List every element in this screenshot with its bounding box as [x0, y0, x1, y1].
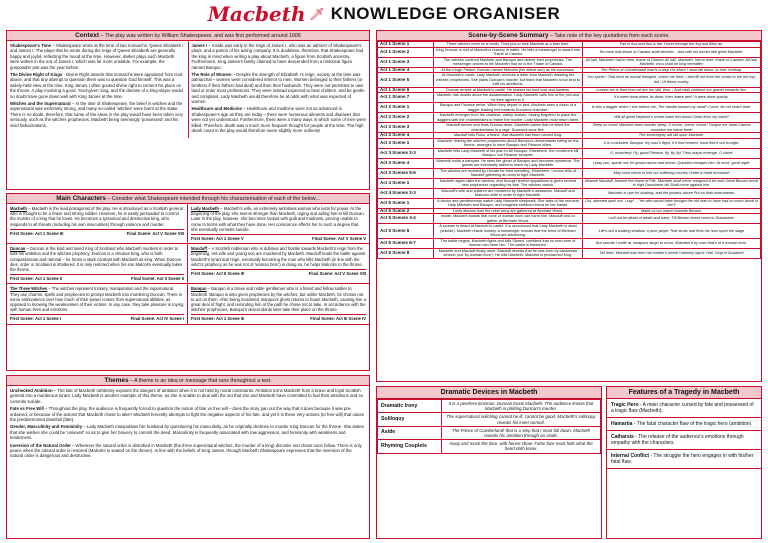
- character-scenes: [10, 229, 184, 236]
- quote-cell: All hail, Macbeth! hail to thee, thane of Glamis! All hail, Macbeth, hail to thee, thane of Cawdor! All hail, Macbeth, thou shalt be king hereafter!: [583, 57, 761, 67]
- table-row: [378, 413, 601, 426]
- act-scene-cell: Act 3 Scene 4: [378, 158, 434, 168]
- context-paragraph-text: - Divine Right asserts that monarchs were appointed from God above, and that any attempt to question them was to question God himself. This was a widely-held view at the time. King James I often quoted divine right to cement his place on the throne. A play involving a good, 'God-given' king, and the demise of a king-slayer would no doubt have gone down well with King James at the time.: [10, 72, 183, 99]
- quote-cell: Out, damned spot! out, I say! ... Yet who would have thought the old man to have had so much blood in him?: [583, 198, 761, 208]
- act-scene-cell: Act 3 Scenes 5-6: [378, 168, 434, 178]
- device-term: Rhyming Couplets: [378, 440, 442, 453]
- act-scene-cell: Act 5 Scene 1: [378, 198, 434, 208]
- event-cell: Duncan arrives at Macbeth's castle. He praises his kind host and hostess.: [434, 87, 583, 93]
- context-paragraph-title: Healthcare and Medicine: [191, 106, 242, 112]
- context-paragraph-title: The Divine Right of Kings: [10, 72, 63, 78]
- feature-term: Hamartia: [611, 421, 633, 427]
- feature-text: - The release of the audience's emotions through empathy with the characters.: [611, 434, 744, 446]
- event-cell: Macduff arrives and finds Duncan dead. Macbeth claims that he killed the chamberlains in a rage. Duncan's sons flee.: [434, 123, 583, 133]
- feature-text: - The struggle the hero engages in with his/her fatal flaw.: [611, 453, 754, 465]
- act-scene-cell: Act 2 Scene 4: [378, 133, 434, 139]
- context-paragraph: [10, 43, 185, 70]
- event-cell: The witches confront Macbeth and Banquo and deliver their prophecies. The messenger arrives to tell Macbeth that he is the Thane of Cawdor.: [434, 57, 583, 67]
- character-name: Duncan: [10, 246, 26, 252]
- themes-body: [7, 386, 369, 463]
- event-cell: Macbeth holds a banquet. He sees the ghost of Banquo and becomes hysterical. The guests are eventually asked to leave by Lady Macbeth.: [434, 158, 583, 168]
- character-text: – Banquo is a brave and noble gentleman who is a friend and fellow soldier to Macbeth. Banquo is also given prophecies by the witches, but unlike Macbeth, he choses not to act on them. After being murdered, Banquo's ghost returns to haunt Macbeth, causing him a great deal of fright, and reminding him of the path he chose not to take. In accordance with the witches' prophecies, Banquo's descendants later take their place on the throne.: [191, 286, 366, 313]
- devices-heading: Dramatic Devices in Macbeth: [377, 387, 601, 399]
- theme-title: Inversion of the Natural Order: [10, 442, 71, 448]
- tragedy-features-section: [606, 386, 762, 539]
- quote-cell: I pray you, speak not; he grows worse and worse; Question enrages him. At once, good night.: [583, 158, 761, 168]
- final-scene: Final Scene: Act V Scene V: [312, 236, 366, 242]
- character-name: Lady Macbeth: [191, 206, 219, 211]
- act-scene-cell: Act 5 Scene 5: [378, 224, 434, 239]
- character-text: – The witches represent trickery, manipulation and the supernatural. They use charms, spells and prophecies to prompt Macbeth into murdering Duncan. There is some ambivalence over how much of their power comes from supernatural abilities, as opposed to knowing the weaknesses of their victims. In any case, they take pleasure in toying with human lives and emotions.: [10, 286, 184, 313]
- scene-summary-section: [376, 30, 762, 382]
- context-paragraph-title: The Role of Women: [191, 72, 232, 78]
- character-card: [7, 244, 188, 284]
- table-row: [378, 148, 761, 158]
- device-example: It is a peerless kinsman. Duncan trusts Macbeth. The audience knows that Macbeth is plotting Duncan's murder.: [442, 400, 601, 413]
- event-cell: Macbeth has doubts about the assassination. Lady Macbeth calls him of the plot and he then agrees to it.: [434, 93, 583, 103]
- first-scene: First Scene: Act 1 Scene III: [191, 316, 245, 322]
- event-cell: Macduff tells Ross, a thane, that Macbeth has been named king.: [434, 133, 583, 139]
- table-row: [378, 158, 761, 168]
- character-scenes: [191, 234, 366, 241]
- act-scene-cell: Act 1 Scene 2: [378, 47, 434, 57]
- character-name: Macbeth: [10, 206, 27, 211]
- device-term: Soliloquy: [378, 413, 442, 426]
- quote-cell: Lonnox we to thee how we are too still, thou, / And shall continue our graces towards him.: [583, 87, 761, 93]
- character-text: – A Scottish nobleman who is dubious and hostile towards Macbeth's reign from the beginning. His wife and young son are murdered by Macbeth. Macduff leads the battle against Macbeth's tyrannical reign, eventually becoming the man who kills Macbeth (in line with the witch's prophecy as he was not of 'woman born') in doing so, he helps Malcolm to the throne.: [191, 246, 366, 267]
- context-paragraph-title: Witches and the Supernatural: [10, 101, 71, 107]
- table-row: [378, 47, 761, 57]
- theme-text: – The tale of Macbeth ruthlessly exposes the dangers of ambition when it is not held by moral constraints. Ambition turns Macbeth from a brave and loyal Scottish general into a murderous tyrant. Lady Macbeth is another example of this theme, as she is unable to deal with the act that she and Macbeth have committed to fuel their ambitions and so commits suicide.: [10, 388, 364, 404]
- act-scene-cell: Act 2 Scene 3: [378, 123, 434, 133]
- quote-cell: But swords I smile at, weapons laugh to scorn, Brandish'd by man that's of a woman born.: [583, 238, 761, 248]
- first-scene: First Scene: Act 1 Scene I: [10, 316, 62, 322]
- event-cell: A doctor and gentlewoman watch Lady Macbeth sleepwalk. She talks of the murders Lady Macbeth and Banquo, and imagines stubborn blood on her hands.: [434, 198, 583, 208]
- characters-heading: Main Characters – Consider what Shakespeare intended through his characterisation of each of the below...: [7, 194, 369, 204]
- character-text: – Macbeth is the lead protagonist of the play. He is introduced as a Scottish general who is thought to be a brave and strong soldier. However, he is easily persuaded to commit the murder of a king that he loves. He becomes a tyrannical and destructive king, who responds to all threats (including his own insecurities) through violence and murder.: [10, 206, 183, 227]
- context-paragraph: [192, 72, 367, 104]
- context-paragraph-text: – Healthcare and medicine were not as advanced in Shakespeare's age as they are today – there were numerous ailments and diseases that were not yet understood. Furthermore, there were a many ways in which some of men were killed. Therefore, death was a much more frequent thought for people at the time. The high death count in the play would therefore seem slightly more ordinary!: [191, 106, 366, 134]
- quote-cell: O, treachery! Fly, good Fleance, fly, fly, fly! Thou mayst revenge. O slave!: [583, 148, 761, 158]
- final-scene: Final Scene: Act V Scene VIII: [308, 271, 366, 277]
- feature-term: Catharsis: [611, 434, 634, 440]
- context-paragraph: [10, 101, 185, 128]
- context-paragraph-text: – Shakespeare wrote at the time of two monarchs: Queen Elizabeth I and James I. The plays that he wrote during the reign of Queen Elizabeth are generally happy and joyful, reflecting the mood at the time. However, darker plays such Macbeth were written in the era of James I, which was far more unstable. For example, the gunpowder plot was the year before.: [10, 43, 184, 70]
- context-left-column: [7, 41, 188, 138]
- act-scene-cell: Act 5 Scene 8: [378, 248, 434, 258]
- context-paragraph-title: Shakespeare's Time: [10, 43, 52, 48]
- character-name: The Three Witches: [10, 286, 48, 292]
- context-section: [6, 30, 370, 190]
- event-cell: The battle begins. Macbeth fights and kills Siward, confident that no man born of woman can harm him. The castle is breached.: [434, 238, 583, 248]
- quote-cell: Tell thee, Macduff was from his mother's womb Untimely ripp'd. Hail, King of Scotland!: [583, 248, 761, 258]
- act-scene-cell: Act 1 Scene 1: [378, 42, 434, 48]
- table-row: [378, 188, 761, 198]
- first-scene: First Scene: Act II Scene III: [191, 271, 245, 277]
- context-paragraph-title: James I: [191, 43, 208, 48]
- table-row: [378, 440, 601, 453]
- table-row: [378, 123, 761, 133]
- first-scene: First Scene: Act 1 Scene II: [10, 276, 63, 282]
- event-cell: A scream is heard at Macbeth's castle. It is announced that Lady Macbeth is dead (suicide). Macbeth reacts numbly. A messenger reveals that the trees of Birnham Wood are advancing.: [434, 224, 583, 239]
- character-name: Banquo: [191, 286, 207, 292]
- quote-cell: You spirits / That tend on mortal thoughts, unsex me here, / And fill me from the crown to the toe top-full / Of direst cruelty.: [583, 73, 761, 88]
- table-row: [378, 248, 761, 258]
- character-card: [7, 204, 188, 244]
- table-row: [378, 224, 761, 239]
- quote-cell: It is concluded. Banquo, thy soul's flight, If it find heaven, must find it out to-night.: [583, 138, 761, 148]
- feature-term: Tragic Hero: [611, 402, 639, 408]
- theme-title: Fate vs Free Will: [10, 406, 44, 412]
- quote-cell: The sovereignty will fall upon Macbeth.: [583, 133, 761, 139]
- theme-title: Gender, Masculinity and Femininity: [10, 424, 83, 430]
- act-scene-cell: Act 5 Scene 2: [378, 208, 434, 214]
- event-cell: Inside, Macbeth boasts that none of woman born can harm him. Macduff and co gather at Birnham Wood.: [434, 214, 583, 224]
- character-description: [10, 286, 184, 312]
- context-paragraph: [192, 43, 367, 70]
- act-scene-cell: Act 5 Scenes 6-7: [378, 238, 434, 248]
- quote-cell: Is this a dagger which I see before me, The handle toward my hand? Come, let me clutch thee.: [583, 103, 761, 113]
- table-row: [378, 426, 601, 439]
- event-cell: Lords discuss how the rebel army are gathered at Birnham Wood.: [434, 208, 583, 214]
- theme-text: – Lady Macbeth manipulates her husband by questioning his masculinity, as he originally declines to murder King Duncan for the throne. She states that she wishes she could be 'unsexed' so as to give her bravery to commit the deed. Masculinity is frequently associated with raw aggression, and femininity with weakness and tenderness.: [10, 424, 364, 441]
- device-example: The supernatural soliciting cannot be ill, cannot be good. Macbeth's soliloquy reveals his inner turmoil.: [442, 413, 601, 426]
- character-text: – Macbeth's wife, an extremely ambitious woman who lusts for power. At the beginning of the play, she seems stronger than Macbeth, urging and aiding him to kill Duncan. Later in the play, however, she becomes racked with guilt and madness, proving unable to come to terms with what they have done. Her conscience affects her to such a degree that she eventually commits suicide.: [191, 206, 365, 232]
- character-card: [188, 244, 369, 284]
- table-row: [378, 178, 761, 188]
- quote-cell: Fair is foul and foul is fair. Hover through the fog and filthy air.: [583, 42, 761, 48]
- quote-cell: Sleep no more! Macbeth does murder sleep. O horror, horror, horror! Tongue nor heart Cannot conceive nor name thee!: [583, 123, 761, 133]
- character-scenes: [10, 314, 184, 321]
- character-description: [191, 286, 366, 312]
- character-text: – Duncan is the kind and loved King of Scotland who Macbeth murders in order to fulfil his ambition and the witches prophecy. Duncan is a virtuous King, who is both compassionate and rational – he forms a stark contrast with Macbeth as king. When Duncan dies, order in Scotland is shattered. It is only restored when his son Malcolm eventually takes the throne.: [10, 246, 183, 273]
- feature-term: Internal Conflict: [611, 453, 650, 459]
- act-scene-cell: Act 4 Scenes 2-3: [378, 188, 434, 198]
- character-card: [188, 284, 369, 324]
- act-scene-cell: Act 3 Scene 1: [378, 138, 434, 148]
- context-paragraph-text: – Despite the strength of Elizabeth I's reign, society at the time was patriarchal – women were considered inferior to men. Women belonged to their fathers (or brothers if their fathers had died) and then their husbands. They were not permitted to own land or enter most professions. They were instead expected to bear children, and be gentle and compliant. Lady Macbeth would therefore be at odds with what was expected of women.: [191, 72, 365, 105]
- event-cell: At Macbeth's castle, Lady Macbeth receives a letter from Macbeth detailing the witches' prophecies. She plans Duncan's murder, but fears that Macbeth is too kind to fulfil his ambitions.: [434, 73, 583, 88]
- table-row: [378, 57, 761, 67]
- dramatic-devices-section: [376, 386, 602, 539]
- quote-cell: Beware Macduff; beware the thane of Fife. Macbeth shall never vanquish'd be until Great Birnam wood to high Dunsinane hill Shall come against him.: [583, 178, 761, 188]
- quote-cell: No more that thane of Cawdor shall deceive... And with his former title greet Macbeth.: [583, 47, 761, 57]
- context-heading: Context – The play was written by William Shakespeare, and was first performed around 1606: [7, 31, 369, 41]
- list-item: [607, 431, 761, 450]
- table-row: [378, 103, 761, 113]
- final-scene: Final Scene: Act IV Scene I: [130, 316, 184, 322]
- characters-section: [6, 193, 370, 371]
- act-scene-cell: Act 1 Scene 7: [378, 93, 434, 103]
- act-scene-cell: Act 2 Scene 2: [378, 113, 434, 123]
- context-right-column: [188, 41, 370, 138]
- event-cell: Macbeth tells Lady Macbeth of his plan to kill Banquo. Elsewhere, the murderers kill Banquo, but Fleance escapes.: [434, 148, 583, 158]
- table-row: [378, 168, 761, 178]
- feature-text: - A main character cursed by fate and possessed of a tragic flaw (Macbeth).: [611, 402, 754, 414]
- event-cell: At the Kings' Palace, Duncan names Malcolm (his eldest son) as his successor.: [434, 67, 583, 73]
- character-scenes: [191, 269, 366, 276]
- themes-heading: Themes – A theme is an idea or message that runs throughout a text.: [7, 376, 369, 386]
- features-heading: Features of a Tragedy in Macbeth: [607, 387, 761, 399]
- first-scene: First Scene: Act 1 Scene V: [191, 236, 244, 242]
- event-cell: King Duncan is told of Macbeth's bravery in battle. He tells a messenger to award him Thane of Cawdor.: [434, 47, 583, 57]
- event-cell: Macbeth emerges from the chamber, visibly shaken, having forgotten to place the daggers with the chamberlains to frame the murder. Lady Macbeth must return them.: [434, 113, 583, 123]
- event-cell: The witches are scolded by Hecate for their meddling. Elsewhere, Lennox tells of Macduff gathering an army to fight Macbeth.: [434, 168, 583, 178]
- character-scenes: [191, 314, 366, 321]
- quote-cell: Macbeth is ripe for shaking, and the powers above Put on their instruments.: [583, 188, 761, 198]
- event-cell: Macbeth again visits the witches, and through terrible apparitions is given several new prophecies regarding his fate. The witches vanish.: [434, 178, 583, 188]
- event-cell: Macbeth, fearing the witches' prophecies about Banquo's descendants sitting on the throne, arranges to have Banquo and Fleance killed.: [434, 138, 583, 148]
- character-card: [7, 284, 188, 324]
- character-scenes: [10, 274, 184, 281]
- device-term: Dramatic Irony: [378, 400, 442, 413]
- act-scene-cell: Act 5 Scenes 3-4: [378, 214, 434, 224]
- act-scene-cell: Act 1 Scene 3: [378, 57, 434, 67]
- device-example: The Prince of Cumberland! that is a step that I must fall down. Macbeth reveals his ambition through an aside.: [442, 426, 601, 439]
- act-scene-cell: Act 1 Scene 5: [378, 73, 434, 88]
- character-description: [191, 206, 366, 232]
- event-cell: Banquo and Fleance arrive. When they depart to bed, Macbeth sees a vision of a dagger leading him towards Duncan's chamber.: [434, 103, 583, 113]
- feature-text: - The fatal character flaw of the tragic hero (ambition).: [632, 421, 753, 427]
- character-card: [188, 204, 369, 244]
- list-item: [607, 418, 761, 431]
- theme-paragraph: [10, 406, 366, 422]
- table-row: [378, 113, 761, 123]
- theme-paragraph: [10, 424, 366, 440]
- characters-grid: [7, 204, 369, 325]
- list-item: [607, 450, 761, 469]
- table-row: [378, 93, 761, 103]
- quote-cell: Will all great Neptune's ocean wash this blood Clean from my hand?: [583, 113, 761, 123]
- context-paragraph-text: – Inside was early in the reign of James I, who was an admirer of Shakespeare's plays, and a patron of his acting company. It is doubtless, therefore, that Shakespeare had the king in mind when writing a play about Macbeth, a figure from Scottish ancestry. Furthermore, King James's family claimed to have descended from a historical figure named Banquo.: [191, 43, 364, 70]
- context-paragraph: [192, 106, 367, 133]
- final-scene: Final Scene: Act III Scene IV: [310, 316, 366, 322]
- device-example: Away and mock the time, with fairest show: False face must hide what the heart doth know.: [442, 440, 601, 453]
- table-row: [378, 73, 761, 88]
- title-bar: [0, 0, 768, 28]
- theme-paragraph: [10, 388, 366, 404]
- table-row: [378, 198, 761, 208]
- quote-cell: The Prince of Cumberland! that is a step On which I must fall down, or else o'erleap.: [583, 67, 761, 73]
- character-name: Macduff: [191, 246, 208, 252]
- first-scene: First Scene: Act 1 Scene III: [10, 230, 64, 236]
- page-title: KNOWLEDGE ORGANISER: [330, 4, 561, 23]
- theme-text: – Wherever the natural order is disturbed in Macbeth (the three supernatural witches, the murder of a king) disorder and chaos soon follow. There is only peace when the natural order is restored (Malcolm is seated on the throne). In line with the beliefs of King James, through Macbeth Shakespeare expresses that the inversion of the natural order is dangerous and destructive.: [10, 442, 362, 459]
- theme-title: Unchecked Ambition: [10, 388, 53, 393]
- act-scene-cell: Act 4 Scene 1: [378, 178, 434, 188]
- macbeth-logo: Macbeth: [207, 2, 306, 26]
- theme-text: – Throughout the play, the audience is frequently forced to question the notion of fate vs free will – does the story pan out the way that it does because it was pre-ordained, or because of the actions that Macbeth chose to take? Macbeth fervently attempts to fight the negative aspects of his fate, and yet it is these very actions (to free will) that cause the predetermined downfall (fate).: [10, 406, 364, 423]
- table-row: [378, 238, 761, 248]
- event-cell: Macbeth and Macduff finally meet. Macduff reveals that he was born by caesarean section (not 'by woman born'). He kills Macbeth. Malcolm is proclaimed King.: [434, 248, 583, 258]
- act-scene-cell: Act 3 Scenes 2-3: [378, 148, 434, 158]
- theme-paragraph: [10, 443, 366, 459]
- list-item: [607, 399, 761, 418]
- features-list: [607, 399, 761, 469]
- quote-cell: If it were done when 'tis done, then 'twere well / It were done quickly.: [583, 93, 761, 103]
- act-scene-cell: Act 1 Scene 4: [378, 67, 434, 73]
- table-row: [378, 214, 761, 224]
- quote-cell: I will not be afraid of death and bane, Till Birnam forest come to Dunsinane.: [583, 214, 761, 224]
- device-term: Aside: [378, 426, 442, 439]
- table-row: [378, 138, 761, 148]
- final-scene: Final Scene: Act V Scene VIII: [126, 230, 184, 236]
- quote-cell: Make us our march towards Birnam.: [583, 208, 761, 214]
- quote-cell: Life's but a walking shadow, a poor player That struts and frets his hour upon the stage: [583, 224, 761, 239]
- character-description: [10, 206, 184, 227]
- final-scene: Final Scene: Act II Scene II: [131, 276, 184, 282]
- act-scene-cell: Act 2 Scene 1: [378, 103, 434, 113]
- character-description: [10, 246, 184, 272]
- event-cell: Macduff's wife and children are murdered by Macbeth's assassins. Macduff and Malcolm unite in order to fight Macbeth.: [434, 188, 583, 198]
- quote-cell: May soon return to this our suffering country Under a hand accursed!: [583, 168, 761, 178]
- event-cell: Three witches meet on a heath. They plot to trick Macbeth at a later time.: [434, 42, 583, 48]
- context-paragraph-text: – At the time of Shakespeare, the belief in witches and the supernatural was extremely strong, and many so-called 'witches' were burnt at the stake. There is no doubt, therefore, that some of the ideas in the play would have been taken very seriously, such as the witches prophecies, Macbeth being seemingly 'possessed' and his vivid hallucinations.: [10, 101, 184, 128]
- themes-section: [6, 375, 370, 539]
- summary-heading: Scene-by-Scene Summary – Take note of the key quotations from each scene.: [377, 31, 761, 41]
- table-row: [378, 400, 601, 413]
- character-description: [191, 246, 366, 267]
- act-scene-cell: Act 1 Scene 6: [378, 87, 434, 93]
- blood-drip-icon: 🗡: [309, 7, 325, 21]
- context-paragraph: [10, 72, 185, 99]
